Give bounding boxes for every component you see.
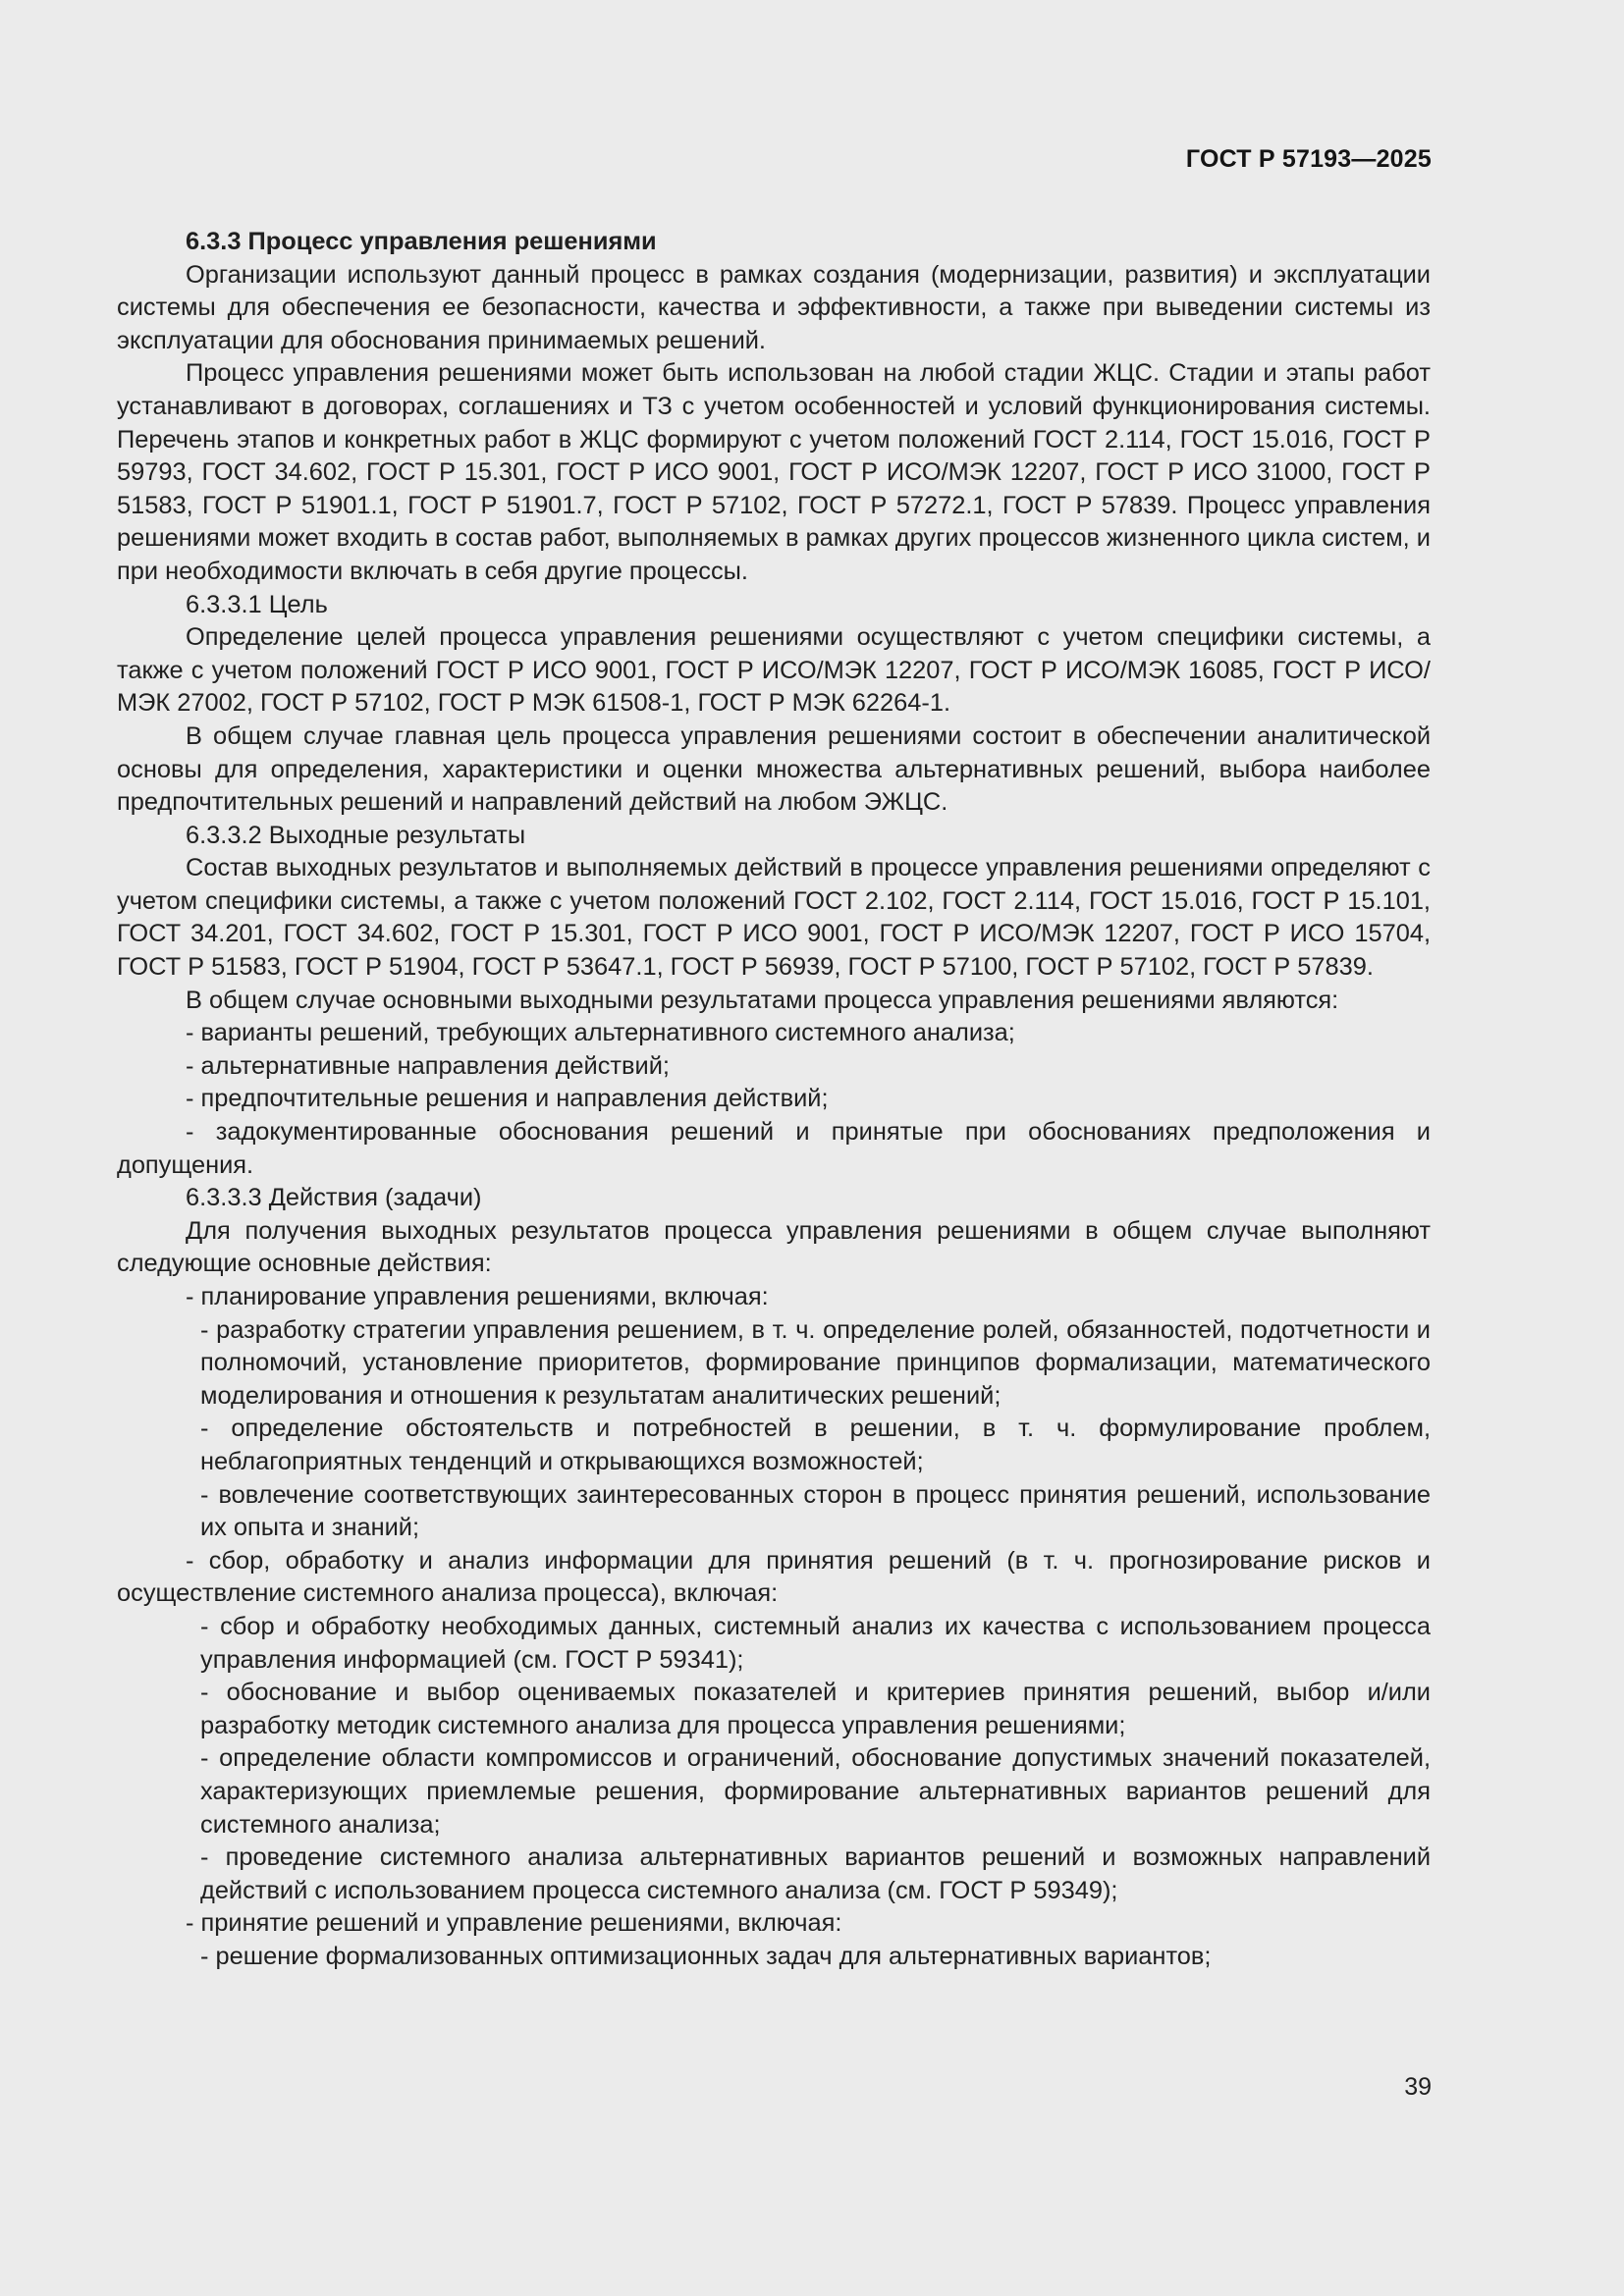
list-item: - альтернативные направления действий; [186, 1051, 670, 1080]
section-heading: 6.3.3 Процесс управления решениями [186, 228, 657, 255]
subsection-heading-outputs: 6.3.3.2 Выходные результаты [186, 821, 526, 849]
nested-list-item: - определение обстоятельств и потребностей в решении, в т. ч. формулирование проблем, неблагоприятных тенденций и открывающихся возможностей; [200, 1415, 1431, 1475]
nested-list-item: - разработку стратегии управления решением, в т. ч. определение ролей, обязанностей, подотчетности и полномочий, установление приоритетов, формирование принципов формализации, математического моделирования и отношения к результатам аналитических решений; [200, 1315, 1431, 1410]
paragraph: Процесс управления решениями может быть использован на любой стадии ЖЦС. Стадии и этапы работ устанавливают в договорах, соглашениях и ТЗ с учетом особенностей и условий функционирования системы. Перечень этапов и конкретных работ в ЖЦС формируют с учетом положений ГОСТ 2.114, ГОСТ 15.016, ГОСТ Р 59793, ГОСТ 34.602, ГОСТ Р 15.301, ГОСТ Р ИСО 9001, ГОСТ Р ИСО/МЭК 12207, ГОСТ Р ИСО 31000, ГОСТ Р 51583, ГОСТ Р 51901.1, ГОСТ Р 51901.7, ГОСТ Р 57102, ГОСТ Р 57272.1, ГОСТ Р 57839. Процесс управления решениями может входить в состав работ, выполняемых в рамках других процессов жизненного цикла систем, и при необходимости включать в себя другие процессы. [117, 359, 1431, 585]
subsection-heading-actions: 6.3.3.3 Действия (задачи) [186, 1184, 482, 1212]
paragraph: Организации используют данный процесс в рамках создания (модернизации, развития) и эксплуатации системы для обеспечения ее безопасности, качества и эффективности, а также при выведении системы из эксплуатации для обоснования принимаемых решений. [117, 260, 1431, 354]
list-item: - предпочтительные решения и направления действий; [186, 1085, 829, 1113]
page-number: 39 [1404, 2073, 1432, 2101]
list-item: - задокументированные обоснования решений и принятые при обоснованиях предположения и допущения. [117, 1118, 1431, 1179]
paragraph: В общем случае главная цель процесса управления решениями состоит в обеспечении аналитической основы для определения, характеристики и оценки множества альтернативных решений, выбора наиболее предпочтительных решений и направлений действий на любом ЭЖЦС. [117, 721, 1431, 817]
paragraph: Состав выходных результатов и выполняемых действий в процессе управления решениями определяют с учетом специфики системы, а также с учетом положений ГОСТ 2.102, ГОСТ 2.114, ГОСТ 15.016, ГОСТ Р 15.101, ГОСТ 34.201, ГОСТ 34.602, ГОСТ Р 15.301, ГОСТ Р ИСО 9001, ГОСТ Р ИСО/МЭК 12207, ГОСТ Р ИСО 15704, ГОСТ Р 51583, ГОСТ Р 51904, ГОСТ Р 53647.1, ГОСТ Р 56939, ГОСТ Р 57100, ГОСТ Р 57102, ГОСТ Р 57839. [117, 854, 1431, 982]
nested-list-item: - решение формализованных оптимизационных задач для альтернативных вариантов; [200, 1942, 1212, 1970]
nested-list-item: - проведение системного анализа альтернативных вариантов решений и возможных направлений действий с использованием процесса системного анализа (см. ГОСТ Р 59349); [200, 1843, 1431, 1904]
subsection-heading-goal: 6.3.3.1 Цель [186, 590, 328, 618]
list-item: - принятие решений и управление решениями, включая: [186, 1909, 842, 1938]
list-item: - сбор, обработку и анализ информации для принятия решений (в т. ч. прогнозирование рисков и осуществление системного анализа процесса), включая: [117, 1546, 1431, 1608]
nested-list-item: - обоснование и выбор оцениваемых показателей и критериев принятия решений, выбор и/или разработку методик системного анализа для процесса управления решениями; [200, 1679, 1431, 1739]
paragraph: Для получения выходных результатов процесса управления решениями в общем случае выполняют следующие основные действия: [117, 1216, 1431, 1278]
nested-list-item: - вовлечение соответствующих заинтересованных сторон в процесс принятия решений, использование их опыта и знаний; [200, 1480, 1431, 1542]
list-item: - планирование управления решениями, включая: [186, 1283, 769, 1310]
paragraph: Определение целей процесса управления решениями осуществляют с учетом специфики системы, а также с учетом положений ГОСТ Р ИСО 9001, ГОСТ Р ИСО/МЭК 12207, ГОСТ Р ИСО/МЭК 16085, ГОСТ Р ИСО/МЭК 27002, ГОСТ Р 57102, ГОСТ Р МЭК 61508-1, ГОСТ Р МЭК 62264-1. [117, 623, 1431, 718]
document-standard-id: ГОСТ Р 57193—2025 [1185, 145, 1432, 173]
list-item: - варианты решений, требующих альтернативного системного анализа; [186, 1019, 1015, 1047]
document-body [117, 226, 1431, 1973]
nested-list-item: - определение области компромиссов и ограничений, обоснование допустимых значений показателей, характеризующих приемлемые решения, формирование альтернативных вариантов решений для системного анализа; [200, 1744, 1431, 1839]
paragraph: В общем случае основными выходными результатами процесса управления решениями являются: [186, 986, 1339, 1014]
nested-list-item: - сбор и обработку необходимых данных, системный анализ их качества с использованием процесса управления информацией (см. ГОСТ Р 59341); [200, 1612, 1431, 1674]
